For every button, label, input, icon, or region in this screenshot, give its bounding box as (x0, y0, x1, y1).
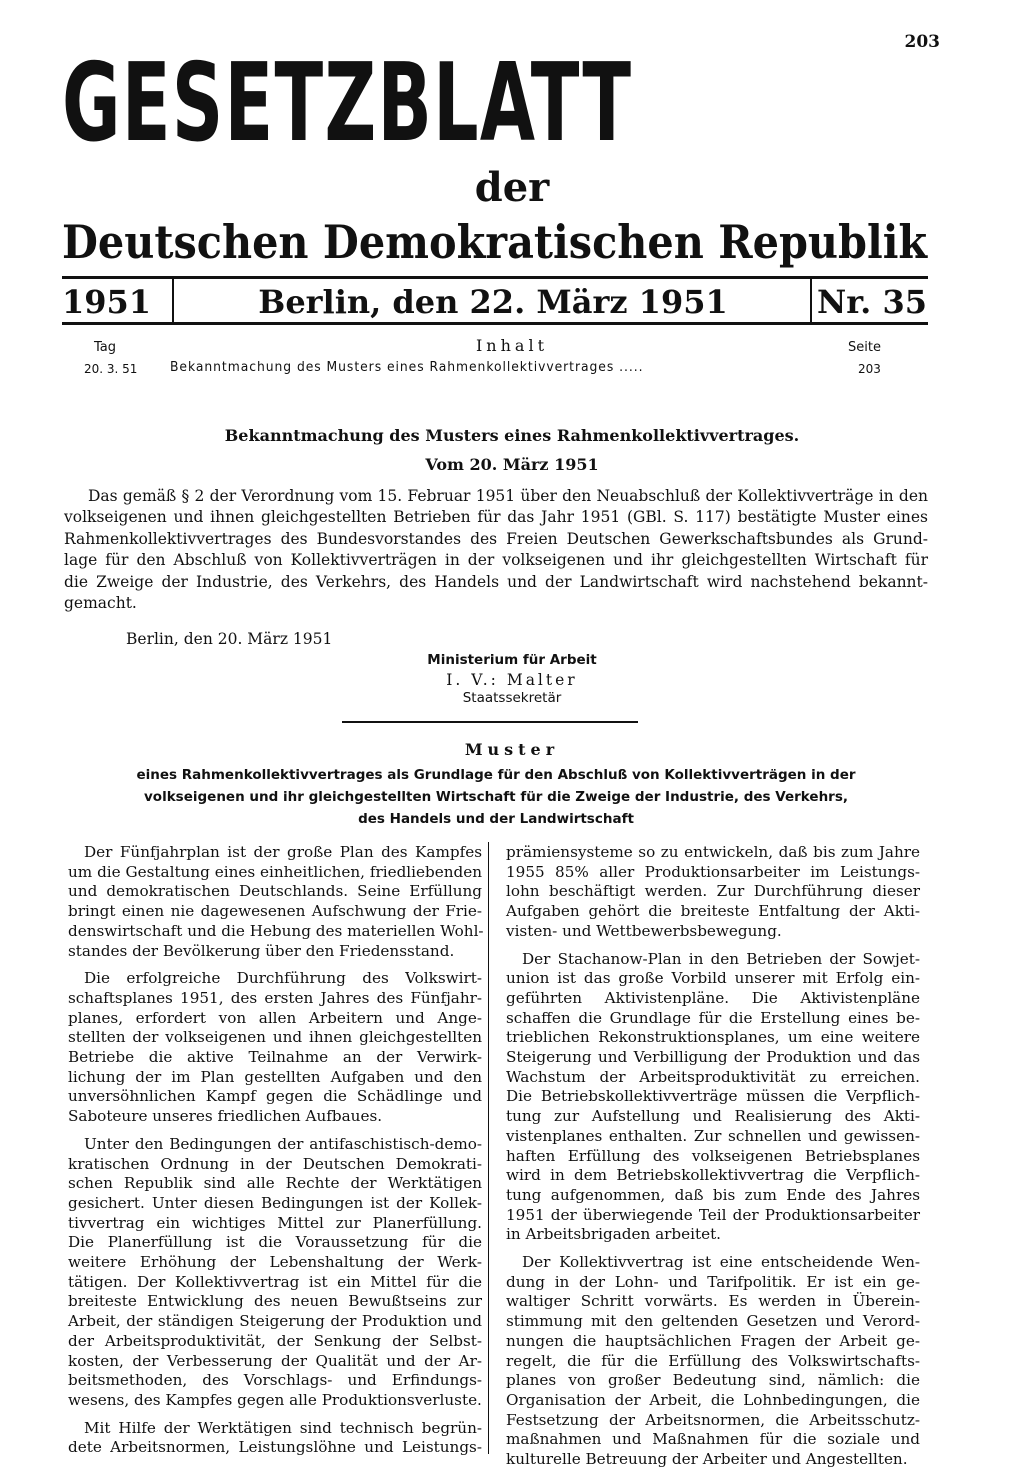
announcement-line: volkseigenen und ihnen gleichgestellten Betrieben für das Jahr 1951 (GBl. S. 117) bestätigte Muster eines (64, 508, 928, 527)
header-bottom-rule (62, 322, 928, 325)
text-line: visten- und Wettbewerbsbewegung. (506, 921, 782, 940)
text-line: dung in der Lohn- und Tarifpolitik. Er ist ein ge- (506, 1272, 920, 1291)
text-line: union ist das große Vorbild unserer mit Erfolg ein- (506, 969, 920, 988)
paragraph (506, 843, 920, 942)
text-line: kratischen Ordnung in der Deutschen Demokrati- (68, 1154, 482, 1173)
paragraph (68, 843, 482, 961)
text-line: Aufgaben gehört die breiteste Entfaltung der Akti- (506, 902, 920, 921)
text-line: maßnahmen und Maßnahmen für die soziale und (506, 1430, 920, 1449)
text-line: Unter den Bedingungen der antifaschistisch-demo- (84, 1134, 482, 1153)
text-line: 1955 85% aller Produktionsarbeiter im Leistungs- (506, 862, 920, 881)
text-line: nungen die hauptsächlichen Fragen der Arbeit ge- (506, 1331, 920, 1350)
announcement-body (64, 486, 928, 614)
text-line: gesichert. Unter diesen Bedingungen ist der Kollek- (68, 1193, 482, 1212)
text-line: und demokratischen Deutschlands. Seine Erfüllung (68, 882, 482, 901)
text-line: stellten der volkseigenen und ihnen gleichgestellten (68, 1028, 482, 1047)
text-line: breiteste Entwicklung des neuen Bewußtseins zur (68, 1292, 482, 1311)
header-year: 1951 (62, 283, 152, 321)
text-line: Saboteure unseres friedlichen Aufbaues. (68, 1107, 383, 1126)
signature-name: I. V.: Malter (446, 671, 578, 689)
text-line: kulturelle Betreuung der Arbeiter und Angestellten. (506, 1450, 908, 1469)
toc-entry-page: 203 (858, 362, 881, 376)
header-top-rule (62, 276, 928, 279)
text-line: Betriebe die aktive Teilnahme an der Verwirk- (68, 1048, 482, 1067)
announcement-title: Bekanntmachung des Musters eines Rahmenkollektivvertrages. (224, 426, 800, 445)
text-line: Die erfolgreiche Durchführung des Volkswirt- (84, 969, 482, 988)
text-line: um die Gestaltung eines einheitlichen, friedliebenden (68, 862, 482, 881)
masthead-subtitle-republic: Deutschen Demokratischen Republik (62, 215, 928, 269)
text-line: unversöhnlichen Kampf gegen die Schädlinge und (68, 1087, 482, 1106)
text-line: geführten Aktivistenpläne. Die Aktivistenpläne (506, 988, 920, 1007)
signature-ministry: Ministerium für Arbeit (427, 652, 597, 668)
muster-subtitle (64, 764, 928, 830)
header-place-date: Berlin, den 22. März 1951 (258, 283, 728, 321)
announcement-line: Rahmenkollektivvertrages des Bundesvorstandes des Freien Deutschen Gewerkschaftsbundes als Grund- (64, 529, 928, 548)
text-line: regelt, die für die Erfüllung des Volkswirtschafts- (506, 1351, 920, 1370)
toc-column-seite: Seite (848, 340, 881, 355)
paragraph (506, 950, 920, 1246)
announcement-place-date: Berlin, den 20. März 1951 (126, 630, 333, 648)
text-line: stimmung mit den geltenden Gesetzen und Verord- (506, 1312, 920, 1331)
text-line: wird in dem Betriebskollektivvertrag die Verpflich- (506, 1166, 920, 1185)
text-line: prämiensysteme so zu entwickeln, daß bis zum Jahre (506, 843, 920, 861)
announcement-line: die Zweige der Industrie, des Verkehrs, des Handels und der Landwirtschaft wird nachstehend bekannt- (64, 572, 928, 591)
text-line: bringt einen nie dagewesenen Aufschwung der Frie- (68, 902, 482, 921)
paragraph (68, 1135, 482, 1411)
text-line: planes von großer Bedeutung sind, nämlich: die (506, 1371, 920, 1390)
text-line: lohn beschäftigt werden. Zur Durchführung dieser (506, 882, 920, 901)
page-number: 203 (904, 32, 940, 52)
text-line: haften Erfüllung des volkseigenen Betriebsplanes (506, 1146, 920, 1165)
text-line: tung zur Aufstellung und Realisierung des Akti- (506, 1107, 920, 1126)
announcement-line: gemacht. (64, 594, 137, 613)
text-column-left (68, 843, 482, 1466)
muster-subtitle-line: des Handels und der Landwirtschaft (358, 811, 634, 827)
text-line: Mit Hilfe der Werktätigen sind technisch begrün- (84, 1418, 482, 1437)
muster-title: Muster (464, 740, 560, 759)
text-line: Wachstum der Arbeitsproduktivität zu erreichen. (506, 1067, 920, 1086)
text-line: dete Arbeitsnormen, Leistungslöhne und Leistungs- (68, 1438, 482, 1457)
column-divider (488, 842, 489, 1454)
text-line: Der Stachanow-Plan in den Betrieben der Sowjet- (522, 949, 920, 968)
paragraph (68, 969, 482, 1127)
text-line: denswirtschaft und die Hebung des materiellen Wohl- (68, 921, 484, 940)
paragraph (68, 1419, 482, 1458)
paragraph (506, 1253, 920, 1470)
text-line: Der Kollektivvertrag ist eine entscheidende Wen- (522, 1253, 920, 1272)
text-line: waltiger Schritt vorwärts. Es werden in Überein- (506, 1292, 920, 1311)
text-line: planes, erfordert von allen Arbeitern und Ange- (68, 1008, 482, 1027)
text-line: lichung der im Plan gestellten Aufgaben und den (68, 1067, 482, 1086)
muster-subtitle-line: eines Rahmenkollektivvertrages als Grundlage für den Abschluß von Kollektivverträgen in der (136, 767, 856, 783)
text-line: Festsetzung der Arbeitsnormen, die Arbeitsschutz- (506, 1410, 920, 1429)
text-line: wesens, des Kampfes gegen alle Produktionsverluste. (68, 1390, 482, 1409)
text-line: Die Planerfüllung ist die Voraussetzung für die (68, 1233, 482, 1252)
text-line: schaffen die Grundlage für die Erstellung eines be- (506, 1008, 920, 1027)
text-line: weitere Erhöhung der Lebenshaltung der Werk- (68, 1253, 482, 1272)
text-line: trieblichen Rekonstruktionsplanes, um eine weitere (506, 1028, 920, 1047)
header-issue-number: Nr. 35 (817, 283, 927, 321)
text-line: tivvertrag ein wichtiges Mittel zur Planerfüllung. (68, 1213, 482, 1232)
text-line: Steigerung und Verbilligung der Produktion und das (506, 1048, 920, 1067)
toc-heading: Inhalt (475, 336, 548, 355)
text-line: tätigen. Der Kollektivvertrag ist ein Mittel für die (68, 1272, 482, 1291)
text-line: standes der Bevölkerung über den Friedensstand. (68, 941, 455, 960)
signature-role: Staatssekretär (462, 690, 562, 706)
text-line: Organisation der Arbeit, die Lohnbedingungen, die (506, 1390, 920, 1409)
announcement-line: Das gemäß § 2 der Verordnung vom 15. Februar 1951 über den Neuabschluß der Kollektivverträge in den (88, 487, 928, 505)
masthead-subtitle-der: der (474, 164, 550, 211)
text-line: vistenplanes enthalten. Zur schnellen und gewissen- (506, 1126, 920, 1145)
announcement-date: Vom 20. März 1951 (425, 455, 599, 474)
section-divider (342, 721, 638, 723)
toc-column-tag: Tag (94, 340, 117, 355)
text-line: schaftsplanes 1951, des ersten Jahres des Fünfjahr- (68, 988, 482, 1007)
toc-entry-date: 20. 3. 51 (84, 362, 138, 376)
masthead-title: GESETZBLATT (62, 41, 633, 166)
text-line: Die Betriebskollektivverträge müssen die Verpflich- (506, 1087, 920, 1106)
text-line: beitsmethoden, des Vorschlags- und Erfindungs- (68, 1371, 482, 1390)
header-divider-left (172, 276, 174, 325)
text-line: 1951 der überwiegende Teil der Produktionsarbeiter (506, 1205, 920, 1224)
text-line: Der Fünfjahrplan ist der große Plan des Kampfes (84, 843, 482, 861)
text-line: tung aufgenommen, daß bis zum Ende des Jahres (506, 1185, 920, 1204)
announcement-line: lage für den Abschluß von Kollektivverträgen in der volkseigenen und ihr gleichgestellten Wirtschaft für (64, 551, 928, 570)
text-column-right (506, 843, 920, 1478)
text-line: der Arbeitsproduktivität, der Senkung der Selbst- (68, 1331, 482, 1350)
muster-subtitle-line: volkseigenen und ihr gleichgestellten Wirtschaft für die Zweige der Industrie, des Verkehrs, (144, 789, 848, 805)
toc-entry-title: Bekanntmachung des Musters eines Rahmenkollektivvertrages ..... (170, 360, 644, 375)
header-divider-right (810, 276, 812, 325)
text-line: in Arbeitsbrigaden arbeitet. (506, 1225, 721, 1244)
text-line: kosten, der Verbesserung der Qualität und der Ar- (68, 1351, 482, 1370)
text-line: Arbeit, der ständigen Steigerung der Produktion und (68, 1312, 482, 1331)
text-line: schen Republik sind alle Rechte der Werktätigen (68, 1174, 482, 1193)
